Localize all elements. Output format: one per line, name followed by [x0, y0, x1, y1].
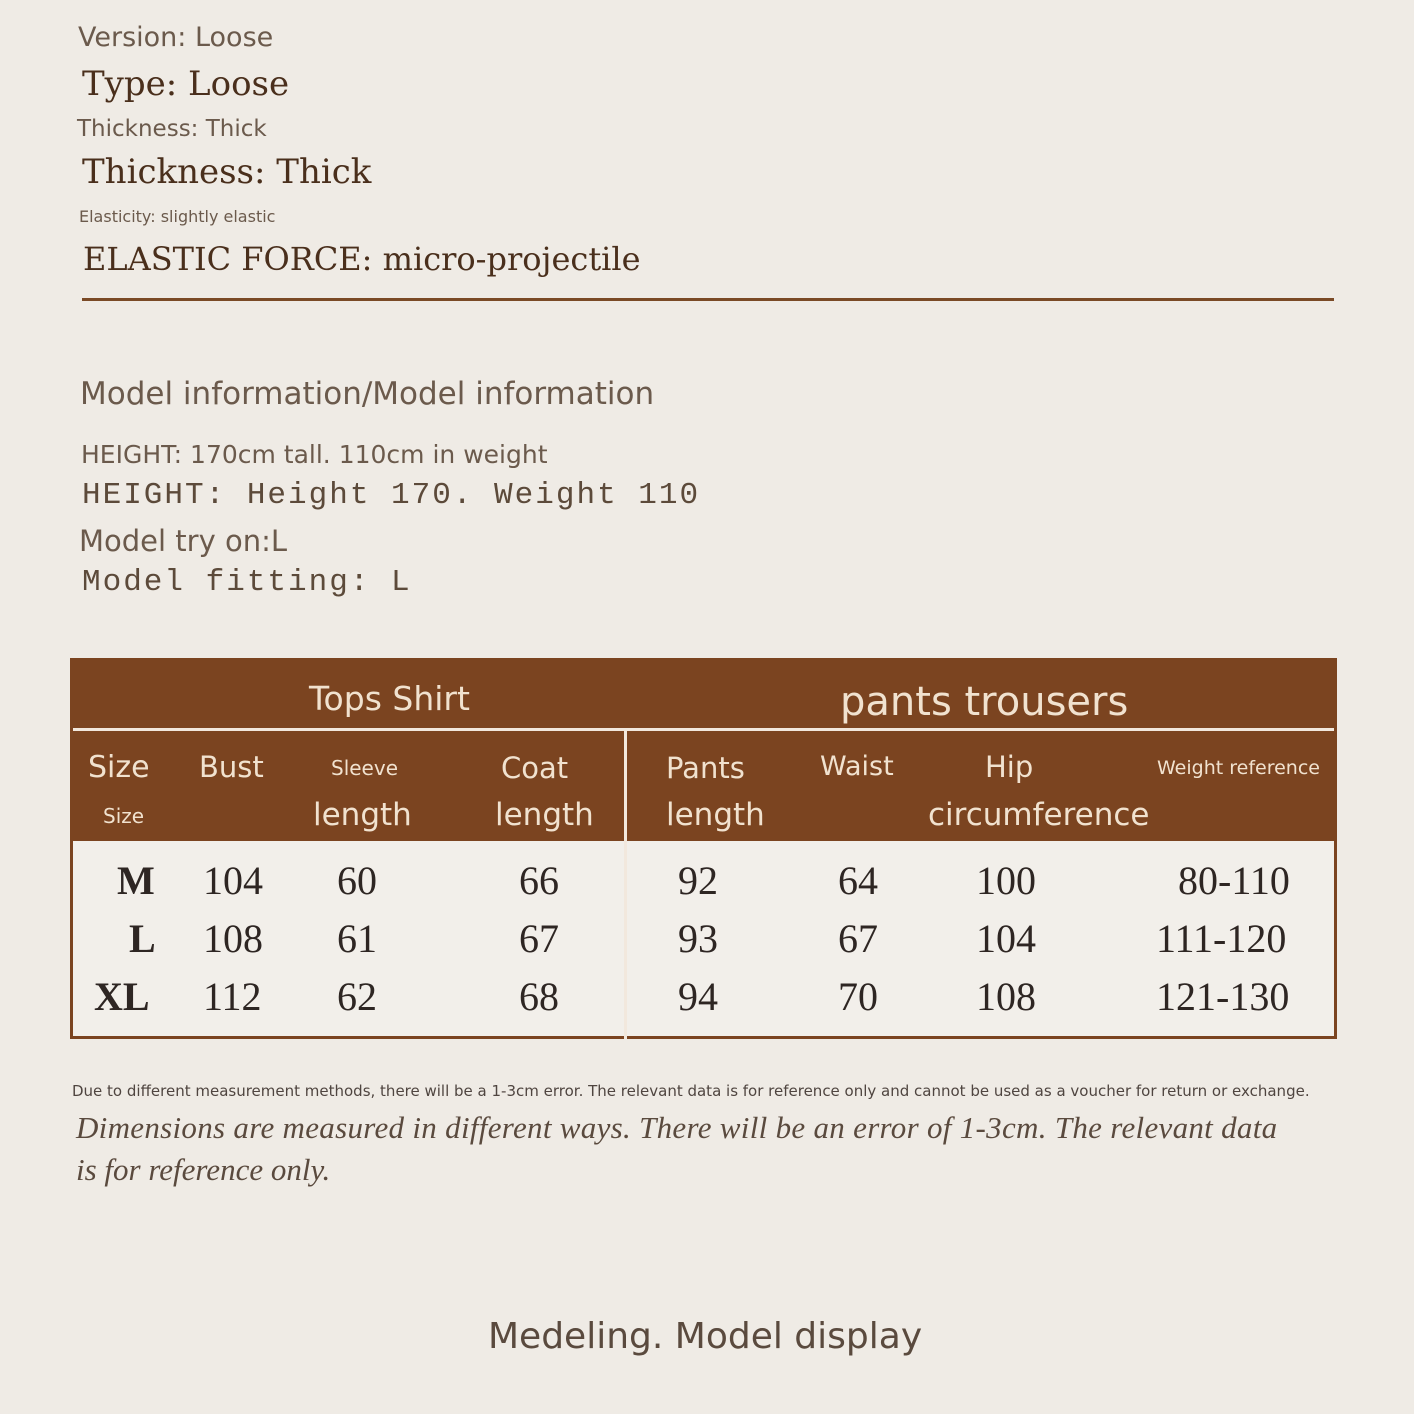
row-xl-coat: 68: [519, 974, 559, 1019]
header-waist: Waist: [820, 751, 894, 782]
header-sleeve-sub: length: [313, 797, 412, 833]
group-header-tops: Tops Shirt: [309, 679, 470, 718]
model-info-heading: Model information/Model information: [80, 376, 655, 412]
model-try-on-text: Model try on:L: [79, 524, 288, 558]
header-size-sub: Size: [103, 804, 145, 828]
header-pants-sub: length: [666, 797, 765, 833]
row-m-coat: 66: [519, 858, 559, 903]
row-l-bust: 108: [203, 916, 263, 961]
header-coat: Coat: [501, 751, 569, 785]
row-xl-size: XL: [94, 974, 150, 1019]
thickness-label-small: Thickness: Thick: [77, 116, 267, 142]
size-chart-table: [70, 658, 1337, 1039]
version-label: Version: Loose: [78, 22, 274, 53]
row-l-sleeve: 61: [337, 916, 377, 961]
header-separator-line: [73, 728, 1334, 731]
measurement-note-italic-line1: Dimensions are measured in different ways. There will be an error of 1-3cm. The relevant data: [76, 1110, 1278, 1145]
row-m-sleeve: 60: [337, 858, 377, 903]
type-label: Type: Loose: [82, 64, 290, 104]
measurement-note: Due to different measurement methods, there will be a 1-3cm error. The relevant data is for reference only and cannot be used as a voucher for return or exchange.: [72, 1082, 1310, 1100]
header-hip-sub: circumference: [928, 797, 1150, 833]
header-size: Size: [88, 750, 150, 785]
row-l-pants: 93: [678, 916, 718, 961]
row-xl-hip: 108: [976, 974, 1036, 1019]
row-l-coat: 67: [519, 916, 559, 961]
row-l-hip: 104: [976, 916, 1036, 961]
elasticity-label: Elasticity: slightly elastic: [79, 207, 276, 226]
row-m-pants: 92: [678, 858, 718, 903]
model-fitting-text: Model fitting: L: [82, 565, 412, 600]
row-xl-waist: 70: [838, 974, 878, 1019]
row-m-hip: 100: [976, 858, 1036, 903]
tops-pants-divider: [624, 728, 627, 1039]
group-header-pants: pants trousers: [840, 679, 1129, 725]
header-weight-reference: Weight reference: [1157, 757, 1320, 779]
header-pants: Pants: [666, 751, 745, 785]
model-height-alt-text: HEIGHT: Height 170. Weight 110: [82, 478, 701, 513]
row-xl-weight: 121-130: [1156, 974, 1290, 1019]
row-xl-bust: 112: [203, 974, 262, 1019]
header-bust: Bust: [199, 750, 264, 784]
model-display-caption: Medeling. Model display: [488, 1316, 923, 1357]
row-xl-sleeve: 62: [337, 974, 377, 1019]
model-height-text: HEIGHT: 170cm tall. 110cm in weight: [81, 440, 548, 469]
measurement-note-italic-line2: is for reference only.: [76, 1152, 331, 1187]
row-m-waist: 64: [838, 858, 878, 903]
header-sleeve: Sleeve: [331, 756, 399, 780]
row-m-size: M: [117, 858, 155, 903]
header-coat-sub: length: [495, 797, 594, 833]
row-l-weight: 111-120: [1156, 916, 1287, 961]
row-l-waist: 67: [838, 916, 878, 961]
row-xl-pants: 94: [678, 974, 718, 1019]
row-m-weight: 80-110: [1178, 858, 1290, 903]
header-hip: Hip: [985, 750, 1034, 784]
thickness-label-large: Thickness: Thick: [82, 152, 372, 192]
row-m-bust: 104: [203, 858, 263, 903]
divider-line: [82, 298, 1334, 301]
elastic-force-label: ELASTIC FORCE: micro-projectile: [83, 240, 641, 278]
row-l-size: L: [129, 916, 156, 961]
